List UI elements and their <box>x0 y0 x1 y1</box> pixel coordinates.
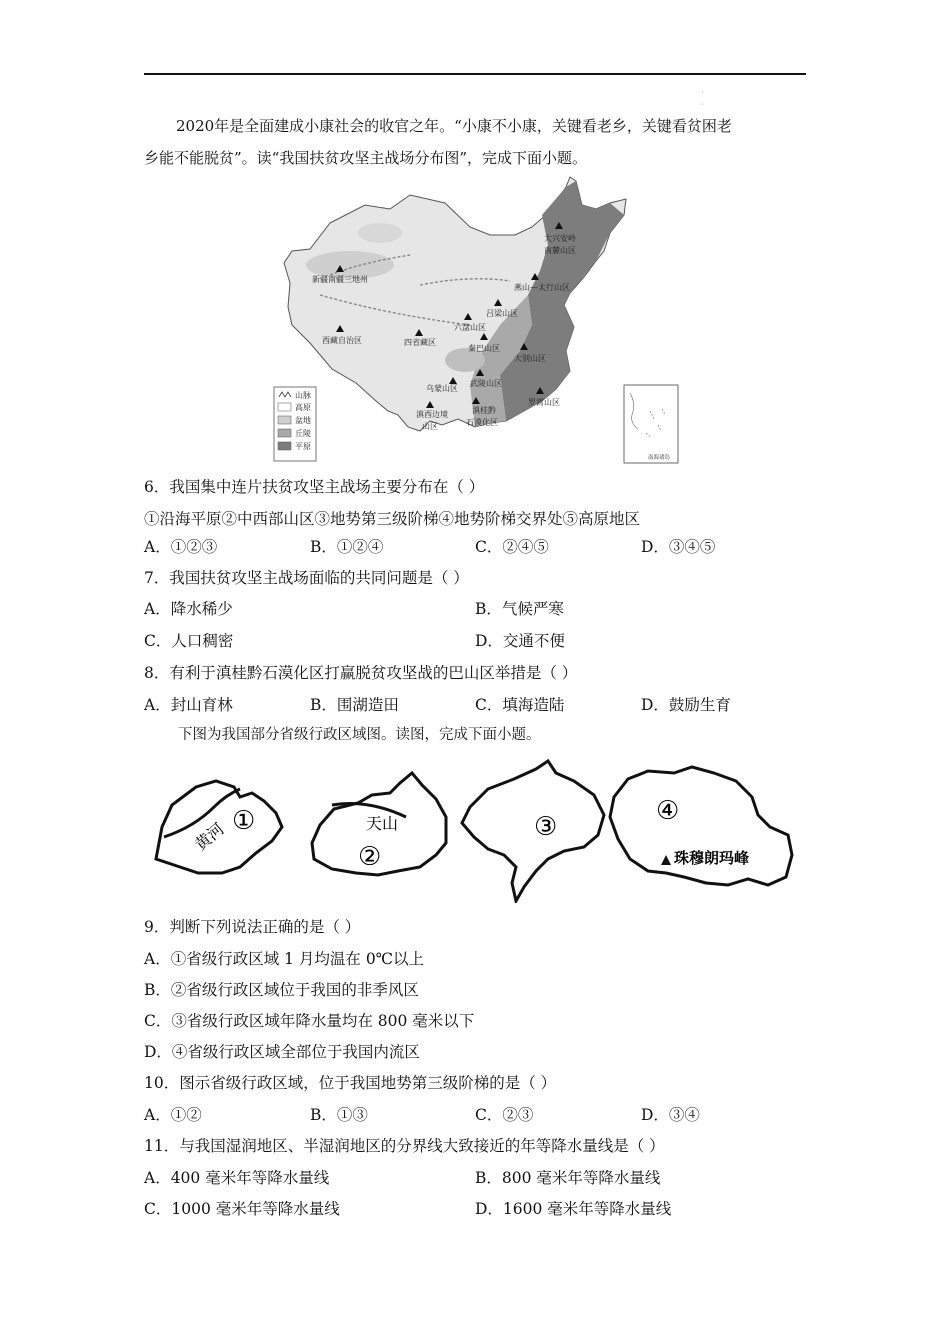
province-2-number: ② <box>358 842 382 872</box>
province-4-outline <box>610 767 792 885</box>
label-xinjiang: 新疆南疆三地州 <box>312 275 368 284</box>
header-rule <box>144 73 806 75</box>
q9-option-b[interactable]: B．②省级行政区域位于我国的非季风区 <box>144 981 419 999</box>
map-legend <box>274 387 316 461</box>
q9-option-d[interactable]: D．④省级行政区域全部位于我国内流区 <box>144 1043 420 1061</box>
q9-option-c[interactable]: C．③省级行政区域年降水量均在 800 毫米以下 <box>144 1012 475 1030</box>
q10-option-a[interactable]: A．①② <box>144 1106 202 1124</box>
province-4-number: ④ <box>656 796 680 826</box>
q10-option-b[interactable]: B．①③ <box>310 1106 368 1124</box>
q8-option-d[interactable]: D．鼓励生育 <box>641 696 731 714</box>
label-dianguiqian-2: 石漠化区 <box>466 418 498 427</box>
q11-option-c[interactable]: C．1000 毫米年等降水量线 <box>144 1200 340 1218</box>
label-daxing-2: 南麓山区 <box>544 246 576 255</box>
dot-mark: · <box>701 88 704 97</box>
province-3-number: ③ <box>534 812 558 842</box>
label-lvliang: 吕梁山区 <box>486 309 518 318</box>
legend-hill: 丘陵 <box>295 429 311 438</box>
q8-option-b[interactable]: B．围湖造田 <box>310 696 399 714</box>
legend-mountain: 山脉 <box>295 391 311 400</box>
q10-option-c[interactable]: C．②③ <box>475 1106 534 1124</box>
label-dianguiqian: 滇桂黔 <box>472 406 496 415</box>
q11-option-a[interactable]: A．400 毫米年等降水量线 <box>144 1169 330 1187</box>
q11-option-b[interactable]: B．800 毫米年等降水量线 <box>475 1169 661 1187</box>
everest-peak-icon <box>661 855 671 865</box>
province-3 <box>462 761 604 901</box>
q6-choices: ①沿海平原②中西部山区③地势第三级阶梯④地势阶梯交界处⑤高原地区 <box>144 510 641 528</box>
q6-option-d[interactable]: D．③④⑤ <box>641 538 716 556</box>
province-4 <box>610 767 792 885</box>
q7-option-d[interactable]: D．交通不便 <box>475 632 565 650</box>
q7-option-a[interactable]: A．降水稀少 <box>144 600 233 618</box>
label-liupan: 六盘山区 <box>454 323 486 332</box>
q10-stem: 10．图示省级行政区域，位于我国地势第三级阶梯的是（ ） <box>144 1074 557 1092</box>
q9-stem: 9．判断下列说法正确的是（ ） <box>144 918 361 936</box>
label-dabie: 大别山区 <box>514 354 546 363</box>
junggar-basin <box>358 223 402 243</box>
legend-plain: 平原 <box>295 442 311 451</box>
intro-2: 下图为我国部分省级行政区域图。读图，完成下面小题。 <box>178 727 541 743</box>
q7-option-b[interactable]: B．气候严寒 <box>475 600 564 618</box>
q8-option-a[interactable]: A．封山育林 <box>144 696 233 714</box>
intro-line-1: 2020年是全面建成小康社会的收官之年。“小康不小康，关键看老乡，关键看贫困老 <box>176 117 732 135</box>
south-china-sea-inset <box>624 385 678 463</box>
province-1-river-label: 黄河 <box>191 819 228 855</box>
province-2-mountain-label: 天山 <box>366 814 399 833</box>
q6-option-b[interactable]: B．①②④ <box>310 538 384 556</box>
label-luoxiao: 罗霄山区 <box>528 398 560 407</box>
q7-option-c[interactable]: C．人口稠密 <box>144 632 234 650</box>
intro-paragraph <box>144 110 806 174</box>
label-dianxi: 滇西边境 <box>416 410 448 419</box>
label-sizang: 四省藏区 <box>404 338 436 347</box>
label-qinba: 秦巴山区 <box>468 344 500 353</box>
q11-stem: 11．与我国湿润地区、半湿润地区的分界线大致接近的年等降水量线是（ ） <box>144 1137 665 1155</box>
province-3-outline <box>462 761 604 901</box>
inset-label: 南海诸岛 <box>648 455 671 461</box>
label-wuling: 武陵山区 <box>470 379 502 388</box>
legend-basin: 盆地 <box>295 416 311 425</box>
label-yanshan: 燕山—太行山区 <box>514 283 570 292</box>
poverty-area-map <box>270 175 682 465</box>
province-1-number: ① <box>232 806 256 836</box>
q6-option-a[interactable]: A．①②③ <box>144 538 218 556</box>
province-2 <box>312 773 446 875</box>
province-4-peak-label: 珠穆朗玛峰 <box>674 849 750 867</box>
q9-option-a[interactable]: A．①省级行政区域 1 月均温在 0℃以上 <box>144 950 425 968</box>
legend-plateau: 高原 <box>295 403 311 412</box>
province-outline-map <box>144 755 806 903</box>
q8-option-c[interactable]: C．填海造陆 <box>475 696 565 714</box>
q6-stem: 6．我国集中连片扶贫攻坚主战场主要分布在（ ） <box>144 478 485 496</box>
label-xizang: 西藏自治区 <box>322 336 362 345</box>
dot-mark: · <box>701 100 704 109</box>
label-wumeng: 乌蒙山区 <box>426 384 458 393</box>
province-1 <box>156 781 282 873</box>
q10-option-d[interactable]: D．③④ <box>641 1106 700 1124</box>
intro-line-2: 乡能不能脱贫”。读“我国扶贫攻坚主战场分布图”，完成下面小题。 <box>144 149 588 167</box>
q11-option-d[interactable]: D．1600 毫米年等降水量线 <box>475 1200 672 1218</box>
label-daxing: 大兴安岭 <box>544 234 576 243</box>
label-dianxi-2: 山区 <box>422 422 438 431</box>
q6-option-c[interactable]: C．②④⑤ <box>475 538 549 556</box>
q8-stem: 8．有利于滇桂黔石漠化区打赢脱贫攻坚战的巴山区举措是（ ） <box>144 664 578 682</box>
q7-stem: 7．我国扶贫攻坚主战场面临的共同问题是（ ） <box>144 569 469 587</box>
